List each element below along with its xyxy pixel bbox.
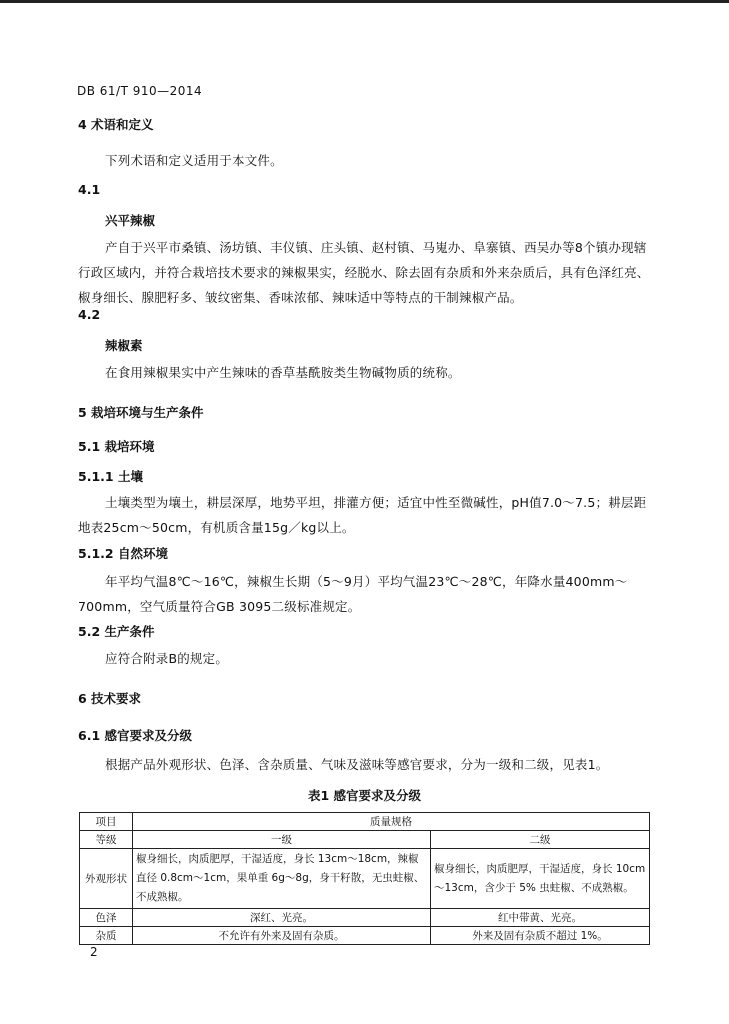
definition-xingping-pepper: 产自于兴平市桑镇、汤坊镇、丰仪镇、庄头镇、赵村镇、马嵬办、阜寨镇、西吴办等8个镇办现辖行政区域内，并符合栽培技术要求的辣椒果实，经脱水、除去固有杂质和外来杂质后，具有色泽红亮、椒身细长、腺肥籽多、皱纹密集、香味浓郁、辣味适中等特点的干制辣椒产品。: [78, 240, 650, 305]
section-6-heading: 6 技术要求: [78, 691, 142, 706]
color-grade-2: 红中带黄、光亮。: [431, 909, 650, 927]
standard-code-header: DB 61/T 910—2014: [77, 84, 203, 98]
section-4-2-number: 4.2: [78, 307, 101, 322]
section-4-heading: 4 术语和定义: [78, 117, 154, 132]
appearance-grade-2: 椒身细长，肉质肥厚，干湿适度，身长 10cm～13cm，含少于 5% 虫蛀椒、不成熟椒。: [431, 849, 650, 909]
color-grade-1: 深红、光亮。: [133, 909, 431, 927]
impurities-grade-1: 不允许有外来及固有杂质。: [133, 927, 431, 945]
grade-label: 等级: [80, 831, 133, 849]
section-4-intro: 下列术语和定义适用于本文件。: [105, 153, 283, 168]
table-header-row: [80, 813, 650, 831]
production-conditions-text: 应符合附录B的规定。: [105, 651, 229, 666]
impurities-grade-2: 外来及固有杂质不超过 1%。: [431, 927, 650, 945]
section-5-1-heading: 5.1 栽培环境: [78, 439, 155, 454]
section-5-2-heading: 5.2 生产条件: [78, 624, 155, 639]
section-5-heading: 5 栽培环境与生产条件: [78, 405, 204, 420]
section-5-1-2-heading: 5.1.2 自然环境: [78, 546, 168, 561]
top-border-line: [0, 0, 729, 3]
table-row: [80, 849, 650, 909]
row-label-impurities: 杂质: [80, 927, 133, 945]
table-grade-row: [80, 831, 650, 849]
header-item: 项目: [80, 813, 133, 831]
section-6-1-heading: 6.1 感官要求及分级: [78, 728, 192, 743]
header-quality-spec: 质量规格: [133, 813, 650, 831]
row-label-appearance: 外观形状: [80, 849, 133, 909]
grade-2-header: 二级: [431, 831, 650, 849]
sensory-grading-table: [79, 812, 650, 945]
sensory-requirements-text: 根据产品外观形状、色泽、含杂质量、气味及滋味等感官要求，分为一级和二级，见表1。: [105, 757, 609, 772]
section-5-1-1-heading: 5.1.1 土壤: [78, 469, 143, 484]
grade-1-header: 一级: [133, 831, 431, 849]
term-xingping-pepper: 兴平辣椒: [105, 213, 156, 228]
table-row: [80, 927, 650, 945]
soil-requirements-text: 土壤类型为壤土，耕层深厚，地势平坦，排灌方便；适宜中性至微碱性，pH值7.0～7.5；耕层距地表25cm～50cm，有机质含量15g／kg以上。: [78, 495, 647, 535]
row-label-color: 色泽: [80, 909, 133, 927]
page-number: 2: [90, 945, 98, 959]
appearance-grade-1: 椒身细长，肉质肥厚，干湿适度，身长 13cm～18cm，辣椒直径 0.8cm～1cm，果单重 6g～8g，身干籽散，无虫蛀椒、不成熟椒。: [133, 849, 431, 909]
definition-capsaicin: 在食用辣椒果实中产生辣味的香草基酰胺类生物碱物质的统称。: [105, 365, 461, 380]
natural-environment-text: 年平均气温8℃～16℃，辣椒生长期（5～9月）平均气温23℃～28℃，年降水量400mm～700mm，空气质量符合GB 3095二级标准规定。: [78, 574, 628, 614]
table-1-caption: 表1 感官要求及分级: [307, 788, 422, 803]
section-4-1-number: 4.1: [78, 182, 101, 197]
table-row: [80, 909, 650, 927]
term-capsaicin: 辣椒素: [105, 338, 143, 353]
